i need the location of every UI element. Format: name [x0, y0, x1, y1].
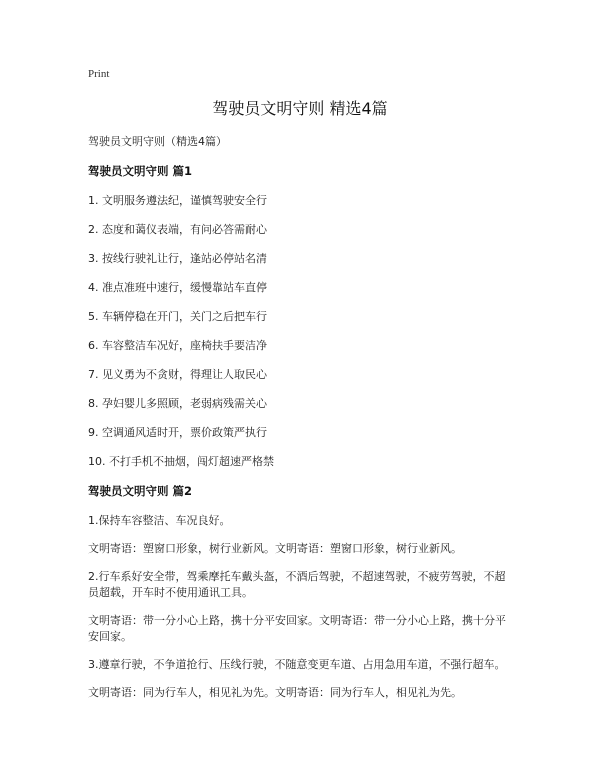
list-item: 3. 按线行驶礼让行，逢站必停站名清: [88, 252, 267, 265]
paragraph: 文明寄语：同为行车人，相见礼为先。文明寄语：同为行车人，相见礼为先。: [88, 686, 462, 699]
list-item: 7. 见义勇为不贪财，得理让人取民心: [88, 368, 267, 381]
section-2-heading: 驾驶员文明守则 篇2: [88, 484, 193, 498]
paragraph: 2.行车系好安全带，驾乘摩托车戴头盔，不酒后驾驶，不超速驾驶，不疲劳驾驶，不超员超载，开车时不使用通讯工具。: [88, 570, 506, 599]
section-1-heading: 驾驶员文明守则 篇1: [88, 164, 193, 178]
list-item: 8. 孕妇婴儿多照顾，老弱病残需关心: [88, 397, 267, 410]
print-label[interactable]: Print: [88, 68, 110, 80]
section-1: [88, 163, 512, 470]
list-item: 10. 不打手机不抽烟，闯灯超速严格禁: [88, 455, 274, 468]
list-item: 6. 车容整洁车况好，座椅扶手要洁净: [88, 339, 267, 352]
paragraph: 文明寄语：塑窗口形象，树行业新风。文明寄语：塑窗口形象，树行业新风。: [88, 542, 462, 555]
list-item: 9. 空调通风适时开，票价政策严执行: [88, 426, 267, 439]
section-2: [88, 483, 512, 701]
document-subtitle: 驾驶员文明守则（精选4篇）: [88, 135, 227, 148]
list-item: 1. 文明服务遵法纪，谨慎驾驶安全行: [88, 194, 267, 207]
list-item: 4. 准点准班中速行，缓慢靠站车直停: [88, 281, 267, 294]
list-item: 5. 车辆停稳在开门，关门之后把车行: [88, 310, 267, 323]
list-item: 2. 态度和蔼仪表端，有问必答需耐心: [88, 223, 267, 236]
document-title: 驾驶员文明守则 精选4篇: [212, 99, 388, 118]
paragraph: 文明寄语：带一分小心上路，携十分平安回家。文明寄语：带一分小心上路，携十分平安回家。: [88, 614, 506, 643]
paragraph: 1.保持车容整洁、车况良好。: [88, 514, 231, 527]
paragraph: 3.遵章行驶，不争道抢行、压线行驶，不随意变更车道、占用急用车道，不强行超车。: [88, 658, 506, 671]
